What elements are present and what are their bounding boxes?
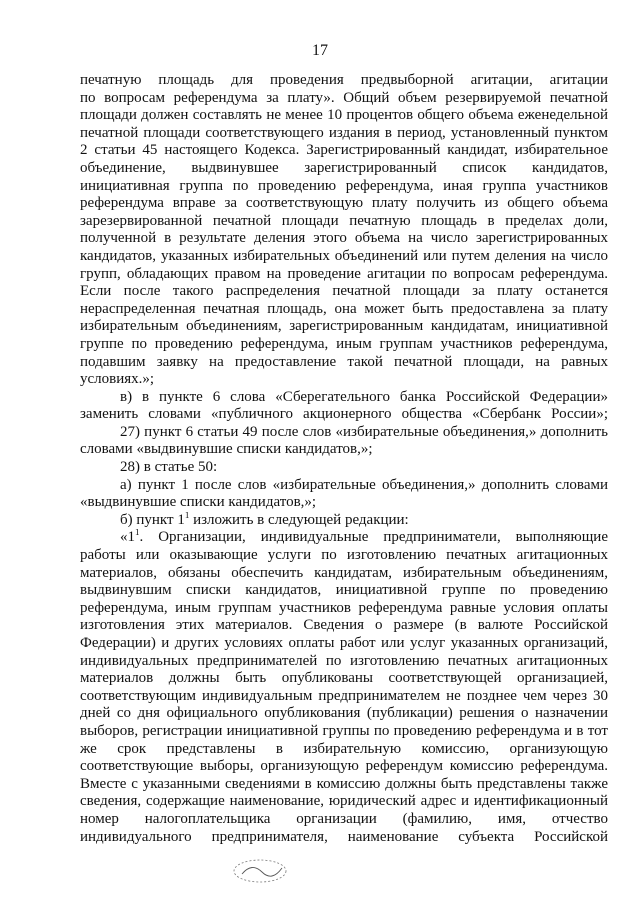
- text-line: 28) в статье 50:: [120, 459, 218, 476]
- text-line: площади должен составлять не менее 10 процентов общего объема еженедельной: [80, 107, 608, 124]
- text-line: группе по проведению референдума, иным группам участников референдума,: [80, 335, 608, 352]
- text-line: инициативная группа по проведению референдума, иная группа участников: [80, 177, 608, 194]
- text-line: Если после такого распределения печатной площади за плату останется: [80, 283, 608, 300]
- text-line: соответствующие выборы, организующую референдум комиссию референдума.: [80, 758, 608, 775]
- text-line: 2 статьи 45 настоящего Кодекса. Зарегистрированный кандидат, избирательное: [80, 142, 608, 159]
- text-line: соответствующим индивидуальным предпринимателем не позднее чем через 30: [80, 687, 608, 704]
- text-line: 27) пункт 6 статьи 49 после слов «избирательные объединения,» дополнить: [120, 423, 608, 440]
- text-line: номер налогоплательщика организации (фамилию, имя, отчество: [80, 810, 608, 827]
- text-line: полученной в результате деления этого объема на число зарегистрированных: [80, 230, 608, 247]
- text-line: материалов должны быть опубликованы соответствующей организацией,: [80, 670, 608, 687]
- text-line: а) пункт 1 после слов «избирательные объединения,» дополнить словами: [120, 476, 608, 493]
- text-line: сведения, содержащие наименование, юридический адрес и идентификационный: [80, 793, 608, 810]
- text-line: выдвинувшим списки кандидатов, инициативной группе по проведению: [80, 582, 608, 599]
- text-line: работы или оказывающие услуги по изготовлению печатных агитационных: [80, 547, 608, 564]
- text-line: б) пункт $1^1$ изложить в следующей редакции:: [120, 511, 409, 528]
- text-line: в) в пункте 6 слова «Сберегательного банка Российской Федерации»: [120, 388, 608, 405]
- text-line: заменить словами «публичного акционерного общества «Сбербанк России»;: [80, 406, 608, 423]
- text-line: зарезервированной печатной площади печатную площадь в пределах доли,: [80, 212, 608, 229]
- official-stamp-mark: [228, 856, 292, 886]
- text-line: групп, обладающих правом на проведение агитации по вопросам референдума.: [80, 265, 608, 282]
- text-line: референдума, иным группам участников референдума равные условия оплаты: [80, 599, 608, 616]
- document-body: [80, 72, 608, 846]
- text-line: «$1^1$. Организации, индивидуальные предприниматели, выполняющие: [120, 529, 608, 546]
- text-line: индивидуальных предпринимателей по изготовлению печатных агитационных: [80, 652, 608, 669]
- text-line: Федерации) и других условиях оплаты работ или услуг указанных организаций,: [80, 635, 608, 651]
- text-line: референдума вправе за соответствующую плату получить из общего объема: [80, 195, 608, 212]
- text-line: материалов, обязаны обеспечить кандидатам, избирательным объединениям,: [80, 564, 608, 581]
- text-line: условиях.»;: [80, 371, 155, 388]
- text-line: по вопросам референдума за плату». Общий объем резервируемой печатной: [80, 89, 608, 106]
- text-line: выборов, регистрации инициативной группы по проведению референдума и в тот: [80, 722, 608, 739]
- text-line: кандидатов, указанных избирательных объединений или путем деления на число: [80, 247, 608, 264]
- text-line: печатную площадь для проведения предвыборной агитации, агитации: [80, 72, 608, 88]
- text-line: объединение, выдвинувшее зарегистрированный список кандидатов,: [80, 159, 608, 176]
- text-line: подавшим заявку на предоставление такой печатной площади, на равных: [80, 353, 608, 370]
- text-line: «выдвинувшие списки кандидатов,»;: [80, 494, 317, 511]
- text-line: индивидуального предпринимателя, наименование субъекта Российской: [80, 828, 608, 845]
- text-line: печатной площади соответствующего издания в период, установленный пунктом: [80, 124, 608, 141]
- text-line: нераспределенная печатная площадь, она может быть предоставлена за плату: [80, 300, 608, 317]
- text-line: избирательным объединениям, зарегистрированным кандидатам, инициативной: [80, 318, 608, 335]
- text-line: же срок представлены в избирательную комиссию, организующую: [80, 740, 608, 757]
- text-line: словами «выдвинувшие списки кандидатов,»;: [80, 441, 373, 458]
- page-number: 17: [312, 42, 328, 59]
- text-line: дней со дня официального опубликования (публикации) решения о назначении: [80, 705, 608, 722]
- text-line: Вместе с указанными сведениями в комиссию должны быть представлены также: [80, 775, 608, 792]
- text-line: изготовления этих материалов. Сведения о размере (в валюте Российской: [80, 617, 608, 634]
